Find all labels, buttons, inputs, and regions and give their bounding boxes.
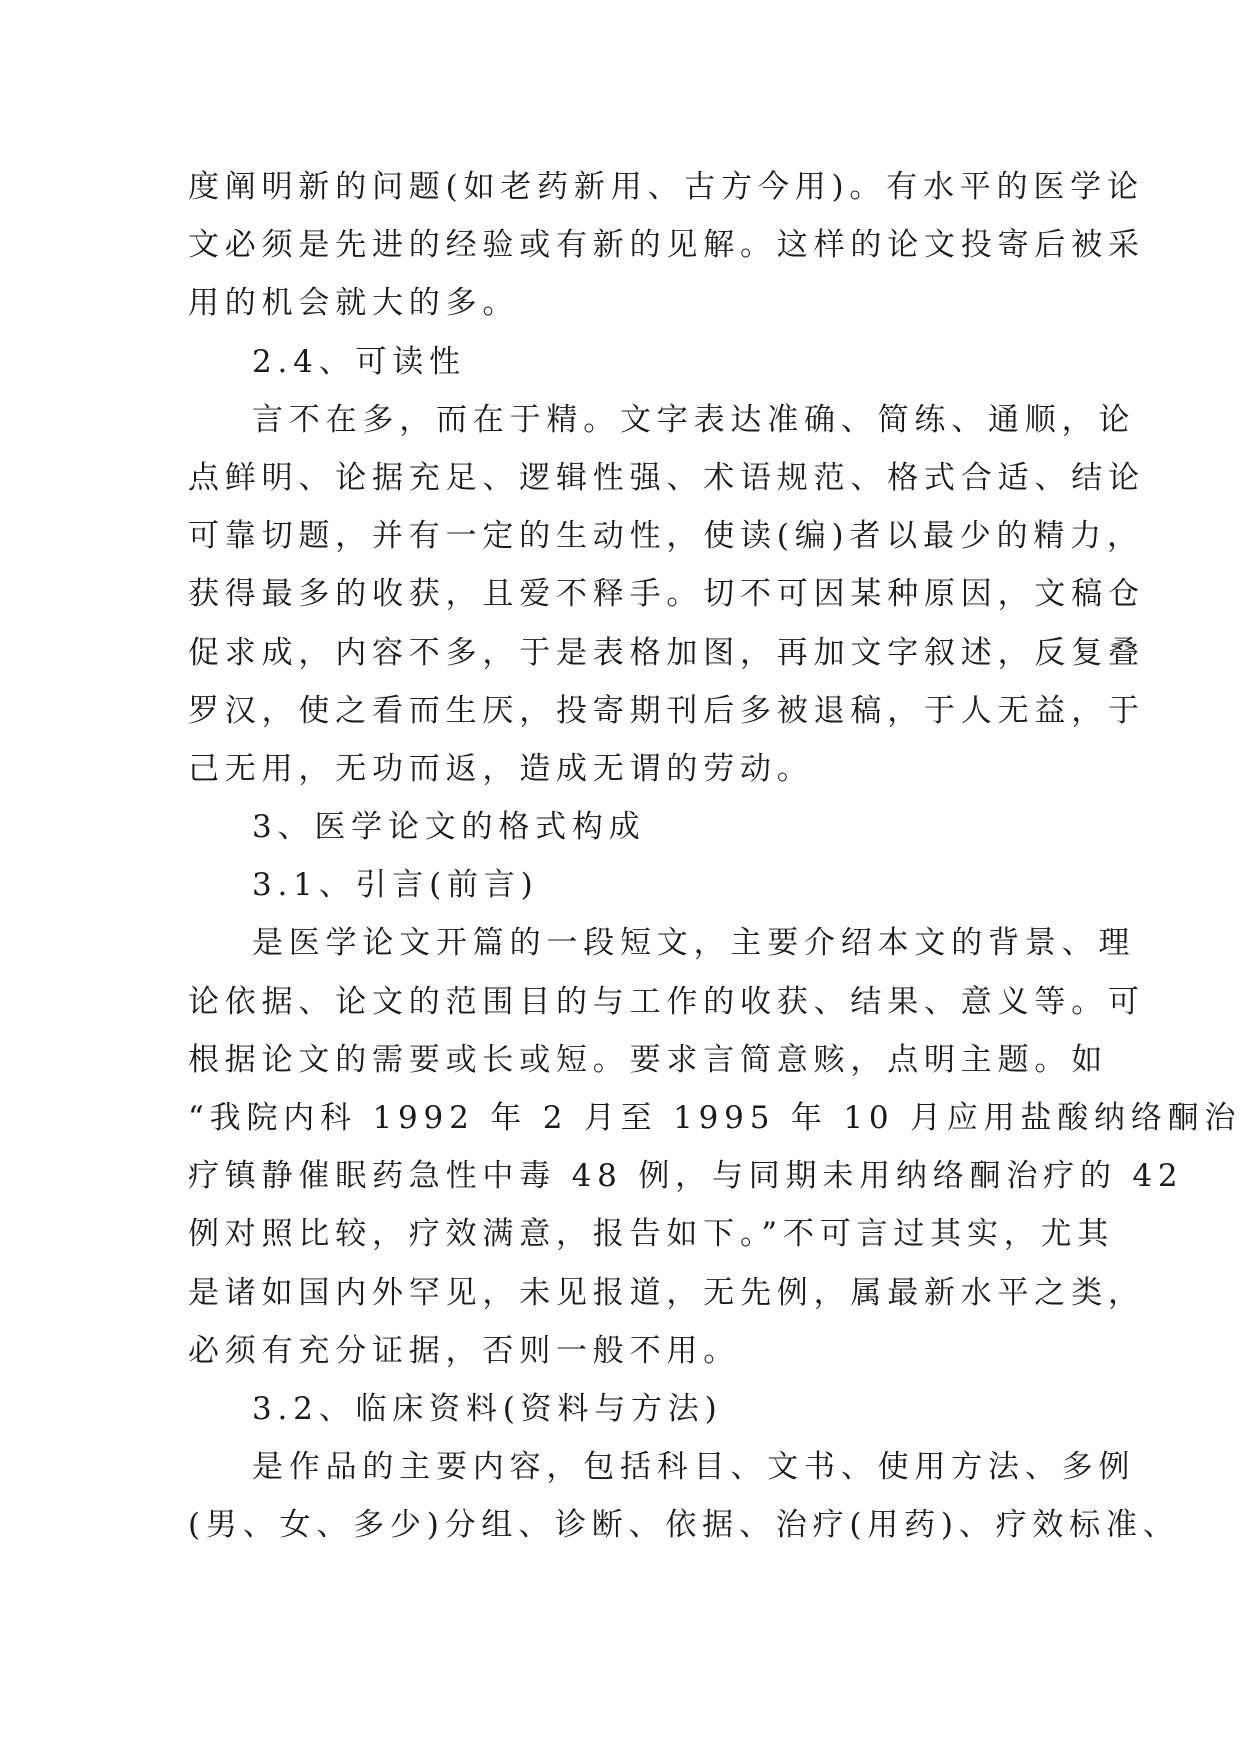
- text-line: 罗汉，使之看而生厌，投寄期刊后多被退稿，于人无益，于: [188, 692, 1145, 729]
- text-line: 疗镇静催眠药急性中毒 48 例，与同期未用纳络酮治疗的 42: [188, 1158, 1184, 1195]
- text-line: 3.2、临床资料(资料与方法): [252, 1390, 723, 1427]
- text-line: 必须有充分证据，否则一般不用。: [188, 1332, 740, 1369]
- text-line: 是作品的主要内容，包括科目、文书、使用方法、多例: [252, 1449, 1136, 1486]
- text-line: 论依据、论文的范围目的与工作的收获、结果、意义等。可: [188, 983, 1145, 1020]
- text-line: 己无用，无功而返，造成无谓的劳动。: [188, 750, 814, 787]
- text-line: 点鲜明、论据充足、逻辑性强、术语规范、格式合适、结论: [188, 459, 1145, 496]
- text-line: 可靠切题，并有一定的生动性，使读(编)者以最少的精力，: [188, 518, 1144, 555]
- text-line: 文必须是先进的经验或有新的见解。这样的论文投寄后被采: [188, 227, 1145, 264]
- text-line: 用的机会就大的多。: [188, 285, 520, 322]
- text-line: 是医学论文开篇的一段短文，主要介绍本文的背景、理: [252, 925, 1136, 962]
- text-line: 获得最多的收获，且爱不释手。切不可因某种原因，文稿仓: [188, 576, 1145, 613]
- text-line: “我院内科 1992 年 2 月至 1995 年 10 月应用盐酸纳络酮治: [188, 1100, 1241, 1136]
- text-line: 是诸如国内外罕见，未见报道，无先例，属最新水平之类，: [188, 1274, 1145, 1311]
- text-line: 3.1、引言(前言): [252, 867, 539, 904]
- text-line: 促求成，内容不多，于是表格加图，再加文字叙述，反复叠: [188, 634, 1145, 671]
- text-line: (男、女、多少)分组、诊断、依据、治疗(用药)、疗效标准、: [188, 1507, 1180, 1544]
- text-line: 2.4、可读性: [252, 343, 466, 380]
- document-body: [188, 158, 1241, 1555]
- text-line: 3、医学论文的格式构成: [252, 809, 646, 846]
- text-line: 例对照比较，疗效满意，报告如下。”不可言过其实，尤其: [188, 1216, 1115, 1253]
- text-line: 根据论文的需要或长或短。要求言简意赅，点明主题。如: [188, 1041, 1108, 1078]
- text-line: 度阐明新的问题(如老药新用、古方今用)。有水平的医学论: [188, 169, 1144, 205]
- text-line: 言不在多，而在于精。文字表达准确、简练、通顺，论: [252, 401, 1136, 438]
